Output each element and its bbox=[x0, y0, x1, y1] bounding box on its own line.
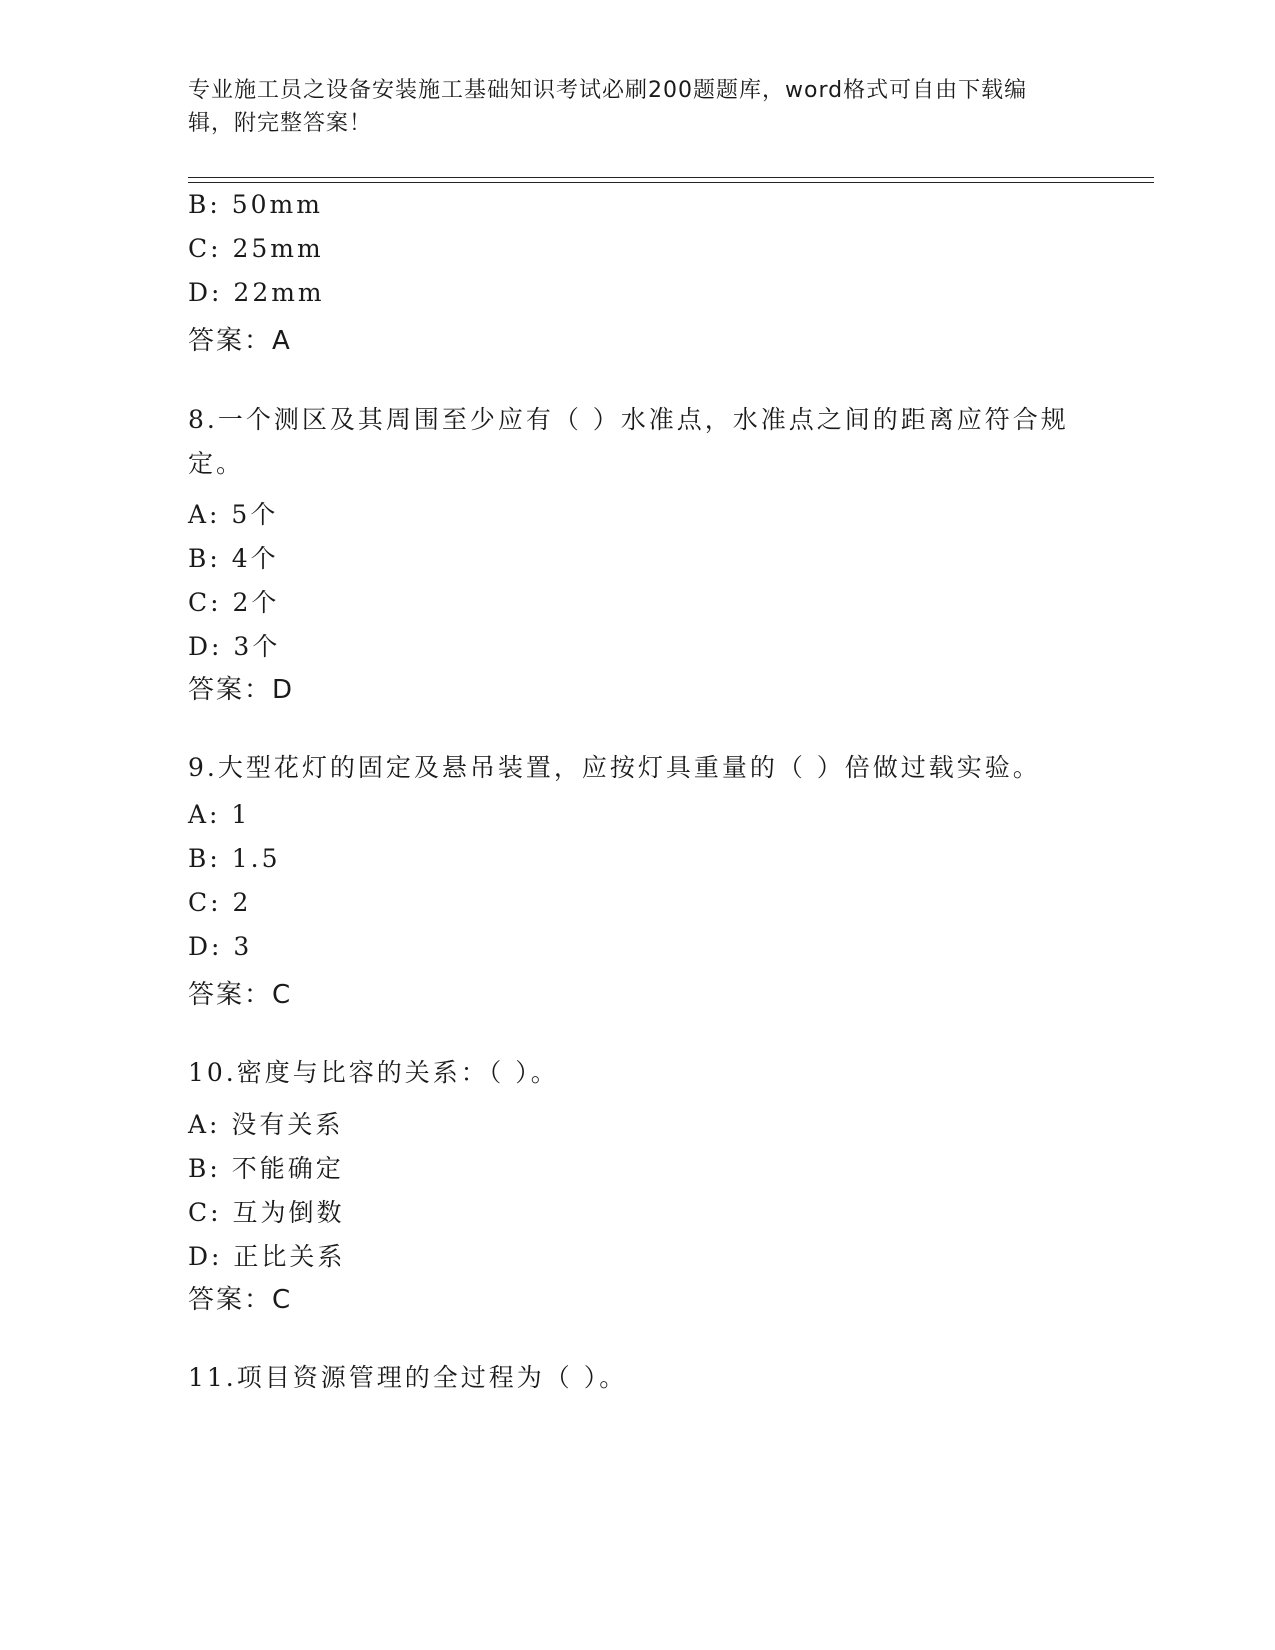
option-c: C: 25mm bbox=[188, 234, 324, 263]
answer: 答案：C bbox=[188, 1285, 293, 1315]
option-d: D: 正比关系 bbox=[188, 1242, 346, 1271]
header-divider-bottom bbox=[188, 182, 1154, 183]
document-header: 专业施工员之设备安装施工基础知识考试必刷200题题库，word格式可自由下载编辑，附完整答案！ bbox=[188, 78, 1028, 136]
header-divider-top bbox=[188, 177, 1154, 178]
question-text: 11.项目资源管理的全过程为（ ）。 bbox=[188, 1363, 628, 1392]
option-d: D: 22mm bbox=[188, 278, 325, 307]
option-b: B: 1.5 bbox=[188, 844, 281, 873]
option-b: B: 4个 bbox=[188, 544, 279, 573]
answer: 答案：C bbox=[188, 980, 293, 1010]
option-b: B: 不能确定 bbox=[188, 1154, 344, 1183]
option-a: A: 1 bbox=[188, 800, 251, 829]
question-text: 8.一个测区及其周围至少应有（ ）水准点，水准点之间的距离应符合规定。 bbox=[188, 405, 1069, 478]
option-a: A: 5个 bbox=[188, 500, 279, 529]
option-b: B: 50mm bbox=[188, 190, 323, 219]
answer: 答案：D bbox=[188, 675, 295, 705]
option-c: C: 2 bbox=[188, 888, 252, 917]
option-c: C: 2个 bbox=[188, 588, 280, 617]
answer: 答案：A bbox=[188, 326, 292, 356]
option-c: C: 互为倒数 bbox=[188, 1198, 345, 1227]
question-text: 10.密度与比容的关系：（ ）。 bbox=[188, 1058, 559, 1087]
option-a: A: 没有关系 bbox=[188, 1110, 344, 1139]
question-text: 9.大型花灯的固定及悬吊装置，应按灯具重量的（ ）倍做过载实验。 bbox=[188, 753, 1041, 782]
option-d: D: 3 bbox=[188, 932, 253, 961]
option-d: D: 3个 bbox=[188, 632, 281, 661]
